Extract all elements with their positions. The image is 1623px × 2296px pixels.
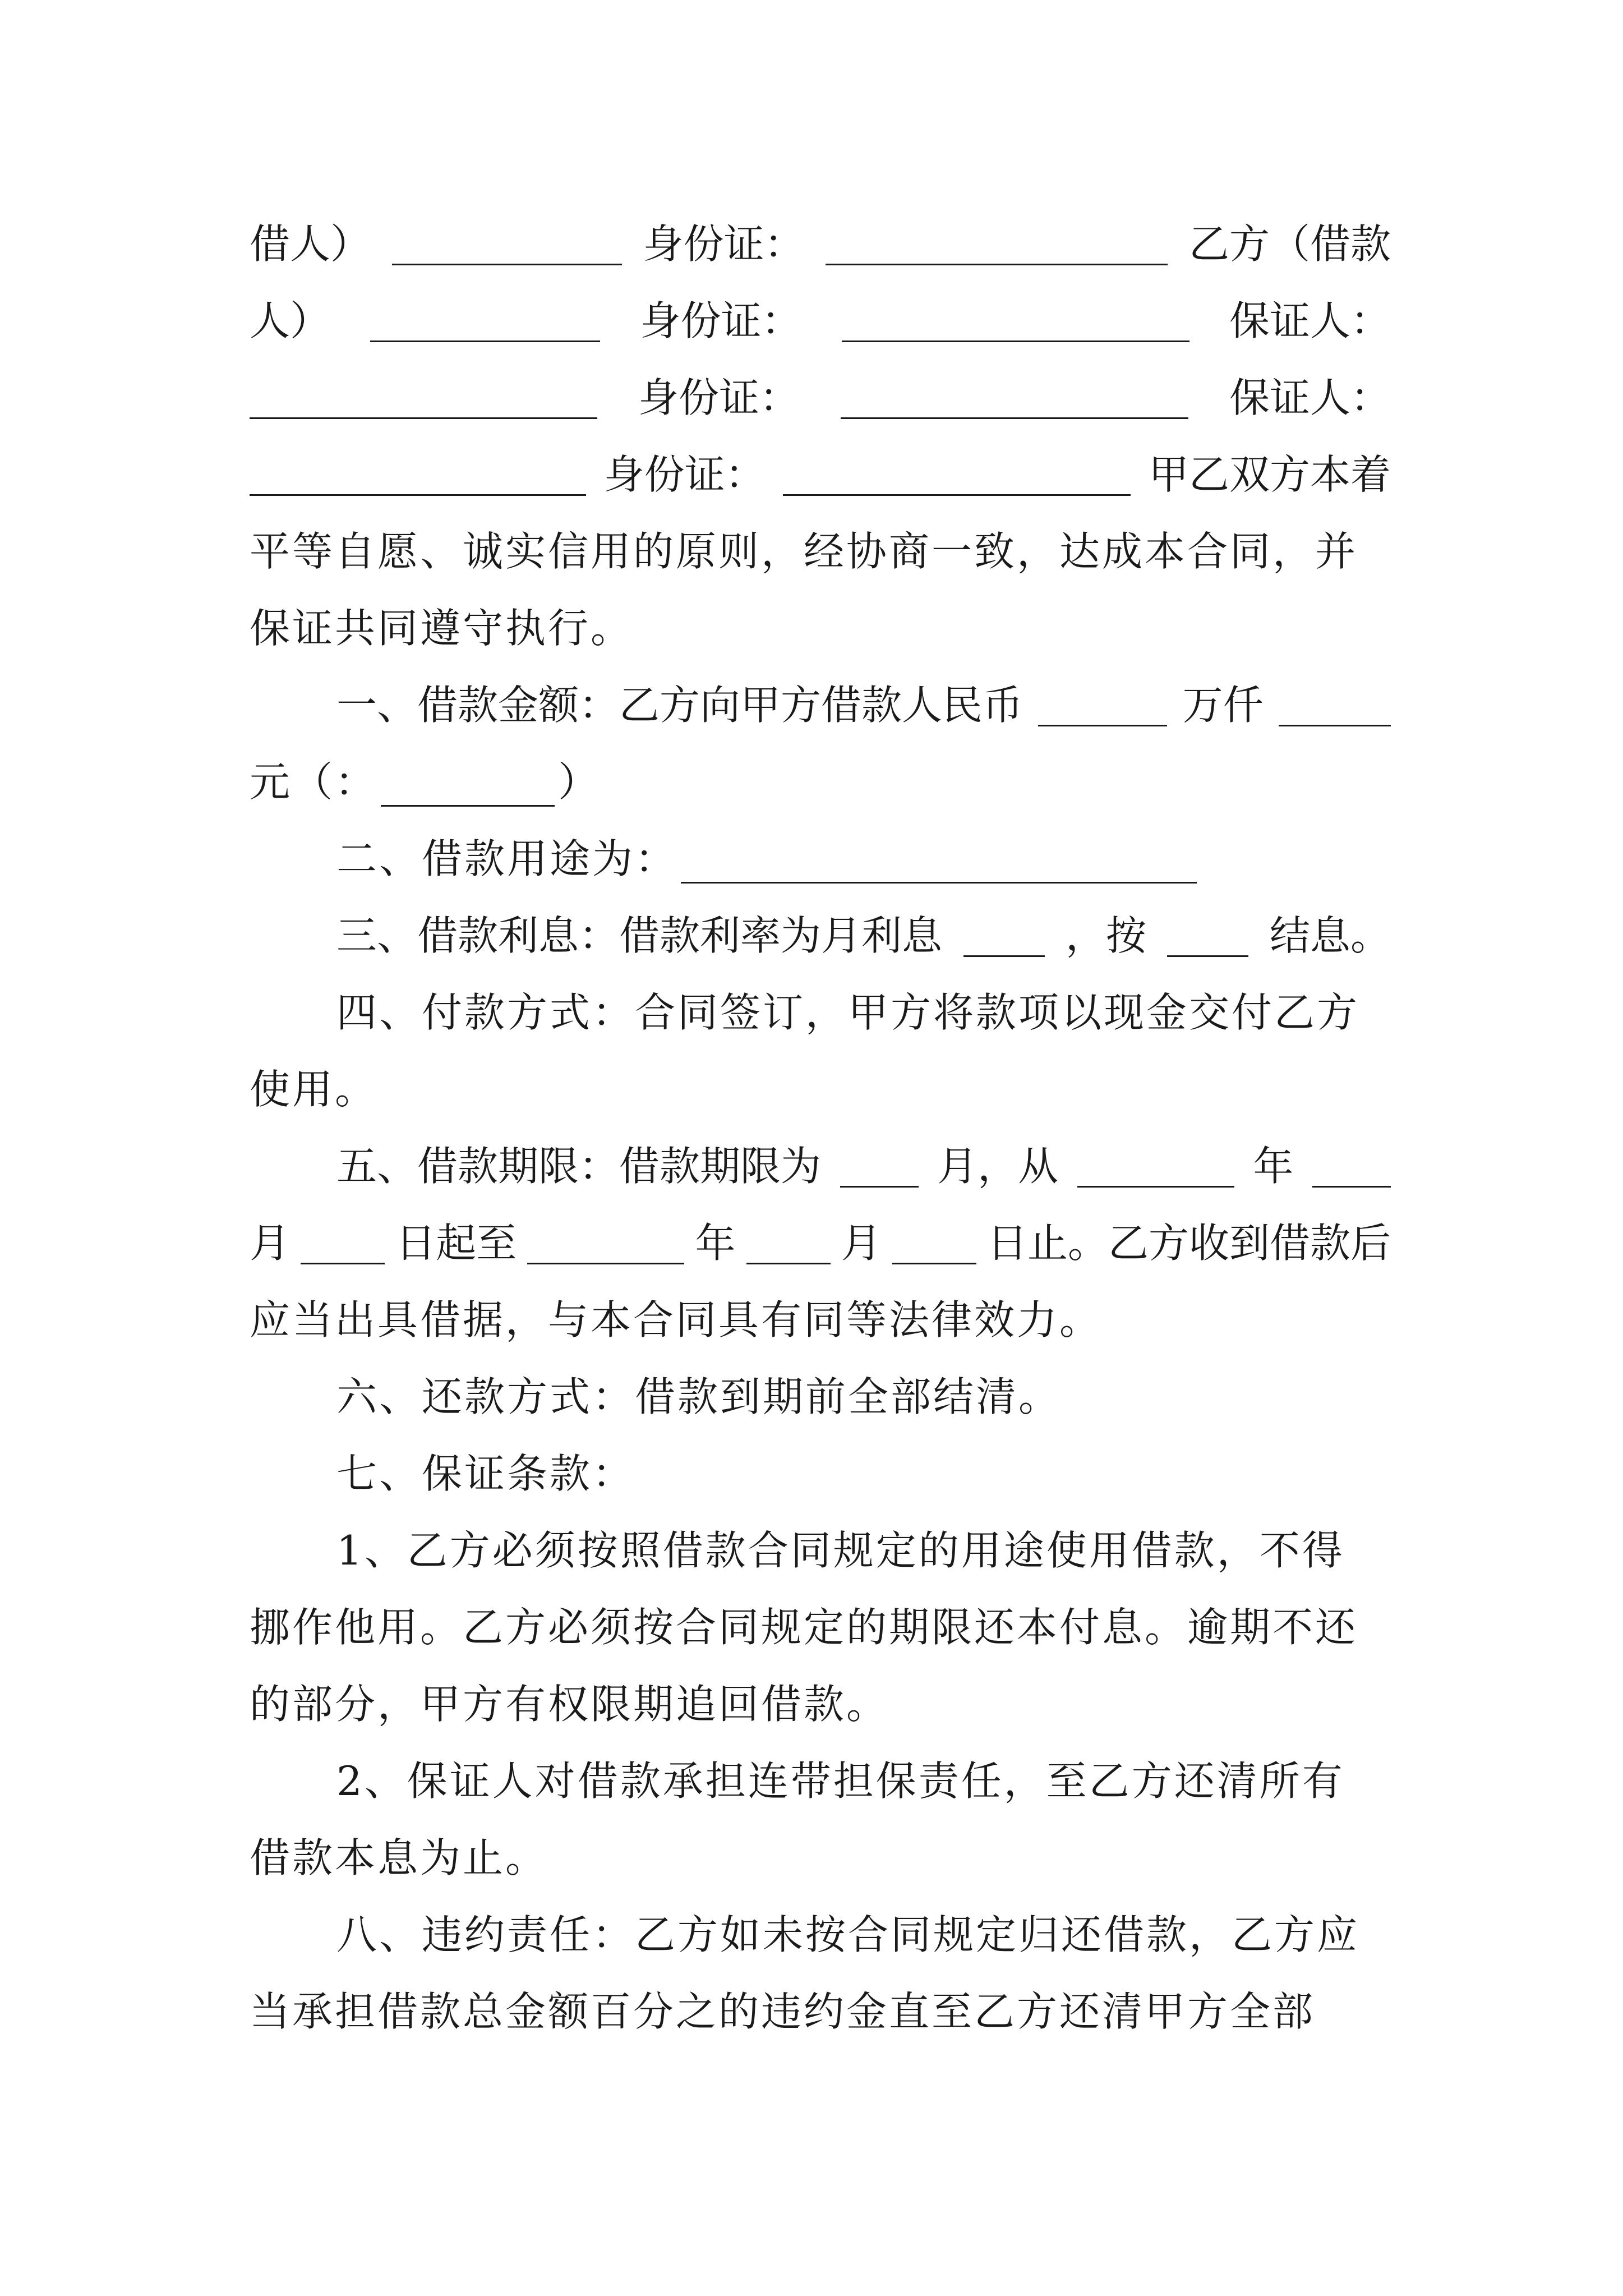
interest-rate-blank [963, 915, 1045, 957]
interest-settle-blank [1167, 915, 1248, 957]
guarantee-item-2: 2、保证人对借款承担连带担保责任，至乙方还清所有 [336, 1757, 1345, 1805]
purpose-blank [681, 841, 1197, 884]
clause-purpose-text: 二、借款用途为： [336, 835, 678, 882]
lender-name-blank [392, 223, 622, 265]
guarantor2-id-blank [783, 454, 1131, 496]
from-to-label: 日起至 [395, 1220, 517, 1267]
id-label: 身份证： [638, 374, 800, 421]
clause-amount-unit: 万仟 [1182, 682, 1264, 729]
guarantee-item-2-cont: 借款本息为止。 [250, 1834, 548, 1881]
month-label: 月 [841, 1220, 882, 1267]
borrower-name-blank [370, 300, 600, 342]
clause-repayment: 六、还款方式：借款到期前全部结清。 [336, 1373, 1062, 1420]
end-month-blank [746, 1222, 831, 1264]
party-line-2 [250, 282, 1391, 360]
start-month-blank [1312, 1145, 1391, 1188]
clause-interest [336, 896, 1391, 975]
borrower-id-blank [842, 300, 1189, 342]
clause-interest-by: ，按 [1065, 912, 1146, 959]
clause-term-from: 月，从 [937, 1143, 1059, 1190]
end-day-blank [892, 1222, 976, 1264]
clause-interest-text: 三、借款利息：借款利率为月利息 [336, 912, 943, 959]
clause-guarantee-heading: 七、保证条款： [336, 1450, 635, 1497]
amount-qian-blank [1279, 684, 1391, 726]
guarantee-item-1: 1、乙方必须按照借款合同规定的用途使用借款，不得 [336, 1527, 1345, 1574]
party-line-3 [250, 358, 1391, 437]
guarantor-label: 保证人： [1229, 297, 1391, 344]
clause-breach-cont: 当承担借款总金额百分之的违约金直至乙方还清甲方全部 [250, 1988, 1316, 2035]
clause-payment: 四、付款方式：合同签订，甲方将款项以现金交付乙方 [336, 989, 1360, 1036]
guarantee-item-1-cont: 挪作他用。乙方必须按合同规定的期限还本付息。逾期不还 [250, 1604, 1358, 1651]
clause-term-text: 五、借款期限：借款期限为 [336, 1143, 822, 1190]
clause-purpose [336, 820, 1391, 898]
party-line-4 [250, 435, 1391, 514]
clause-amount [336, 666, 1391, 744]
clause-term-end: 日止。乙方收到借款后 [986, 1220, 1391, 1267]
borrower-label-end: 人） [250, 297, 331, 344]
amount-figure-blank [381, 765, 555, 807]
close-paren: ） [558, 758, 601, 806]
id-label: 身份证： [643, 220, 805, 268]
guarantor2-name-blank [250, 454, 586, 496]
lender-label: 借人） [250, 220, 371, 268]
clause-term-cont2: 应当出具借据，与本合同具有同等法律效力。 [250, 1296, 1103, 1343]
clause-amount-cont [250, 743, 1391, 821]
lender-id-blank [826, 223, 1168, 265]
clause-payment-cont: 使用。 [250, 1066, 378, 1113]
guarantee-item-1-cont2: 的部分，甲方有权限期追回借款。 [250, 1681, 889, 1728]
guarantor-id-blank [841, 377, 1188, 419]
yuan-label: 元（： [250, 758, 378, 806]
clause-breach: 八、违约责任：乙方如未按合同规定归还借款，乙方应 [336, 1911, 1360, 1958]
preamble-line: 保证共同遵守执行。 [250, 605, 634, 652]
clause-term-cont [250, 1204, 1391, 1282]
id-label: 身份证： [603, 451, 766, 498]
end-year-blank [527, 1222, 684, 1264]
id-label: 身份证： [640, 297, 802, 344]
year-label: 年 [695, 1220, 736, 1267]
clause-term [336, 1127, 1391, 1205]
preamble-line: 平等自愿、诚实信用的原则，经协商一致，达成本合同，并 [250, 528, 1358, 575]
borrower-label: 乙方（借款 [1188, 220, 1391, 268]
party-line-1 [250, 205, 1391, 283]
clause-amount-text: 一、借款金额：乙方向甲方借款人民币 [336, 682, 1023, 729]
guarantor-label: 保证人： [1229, 374, 1391, 421]
start-day-blank [301, 1222, 385, 1264]
clause-interest-end: 结息。 [1269, 912, 1391, 959]
month-label: 月 [250, 1220, 291, 1267]
start-year-blank [1077, 1145, 1234, 1188]
preamble-start: 甲乙双方本着 [1148, 451, 1391, 498]
guarantor-name-blank [250, 377, 597, 419]
term-months-blank [840, 1145, 919, 1188]
year-label: 年 [1253, 1143, 1294, 1190]
amount-wan-blank [1038, 684, 1167, 726]
